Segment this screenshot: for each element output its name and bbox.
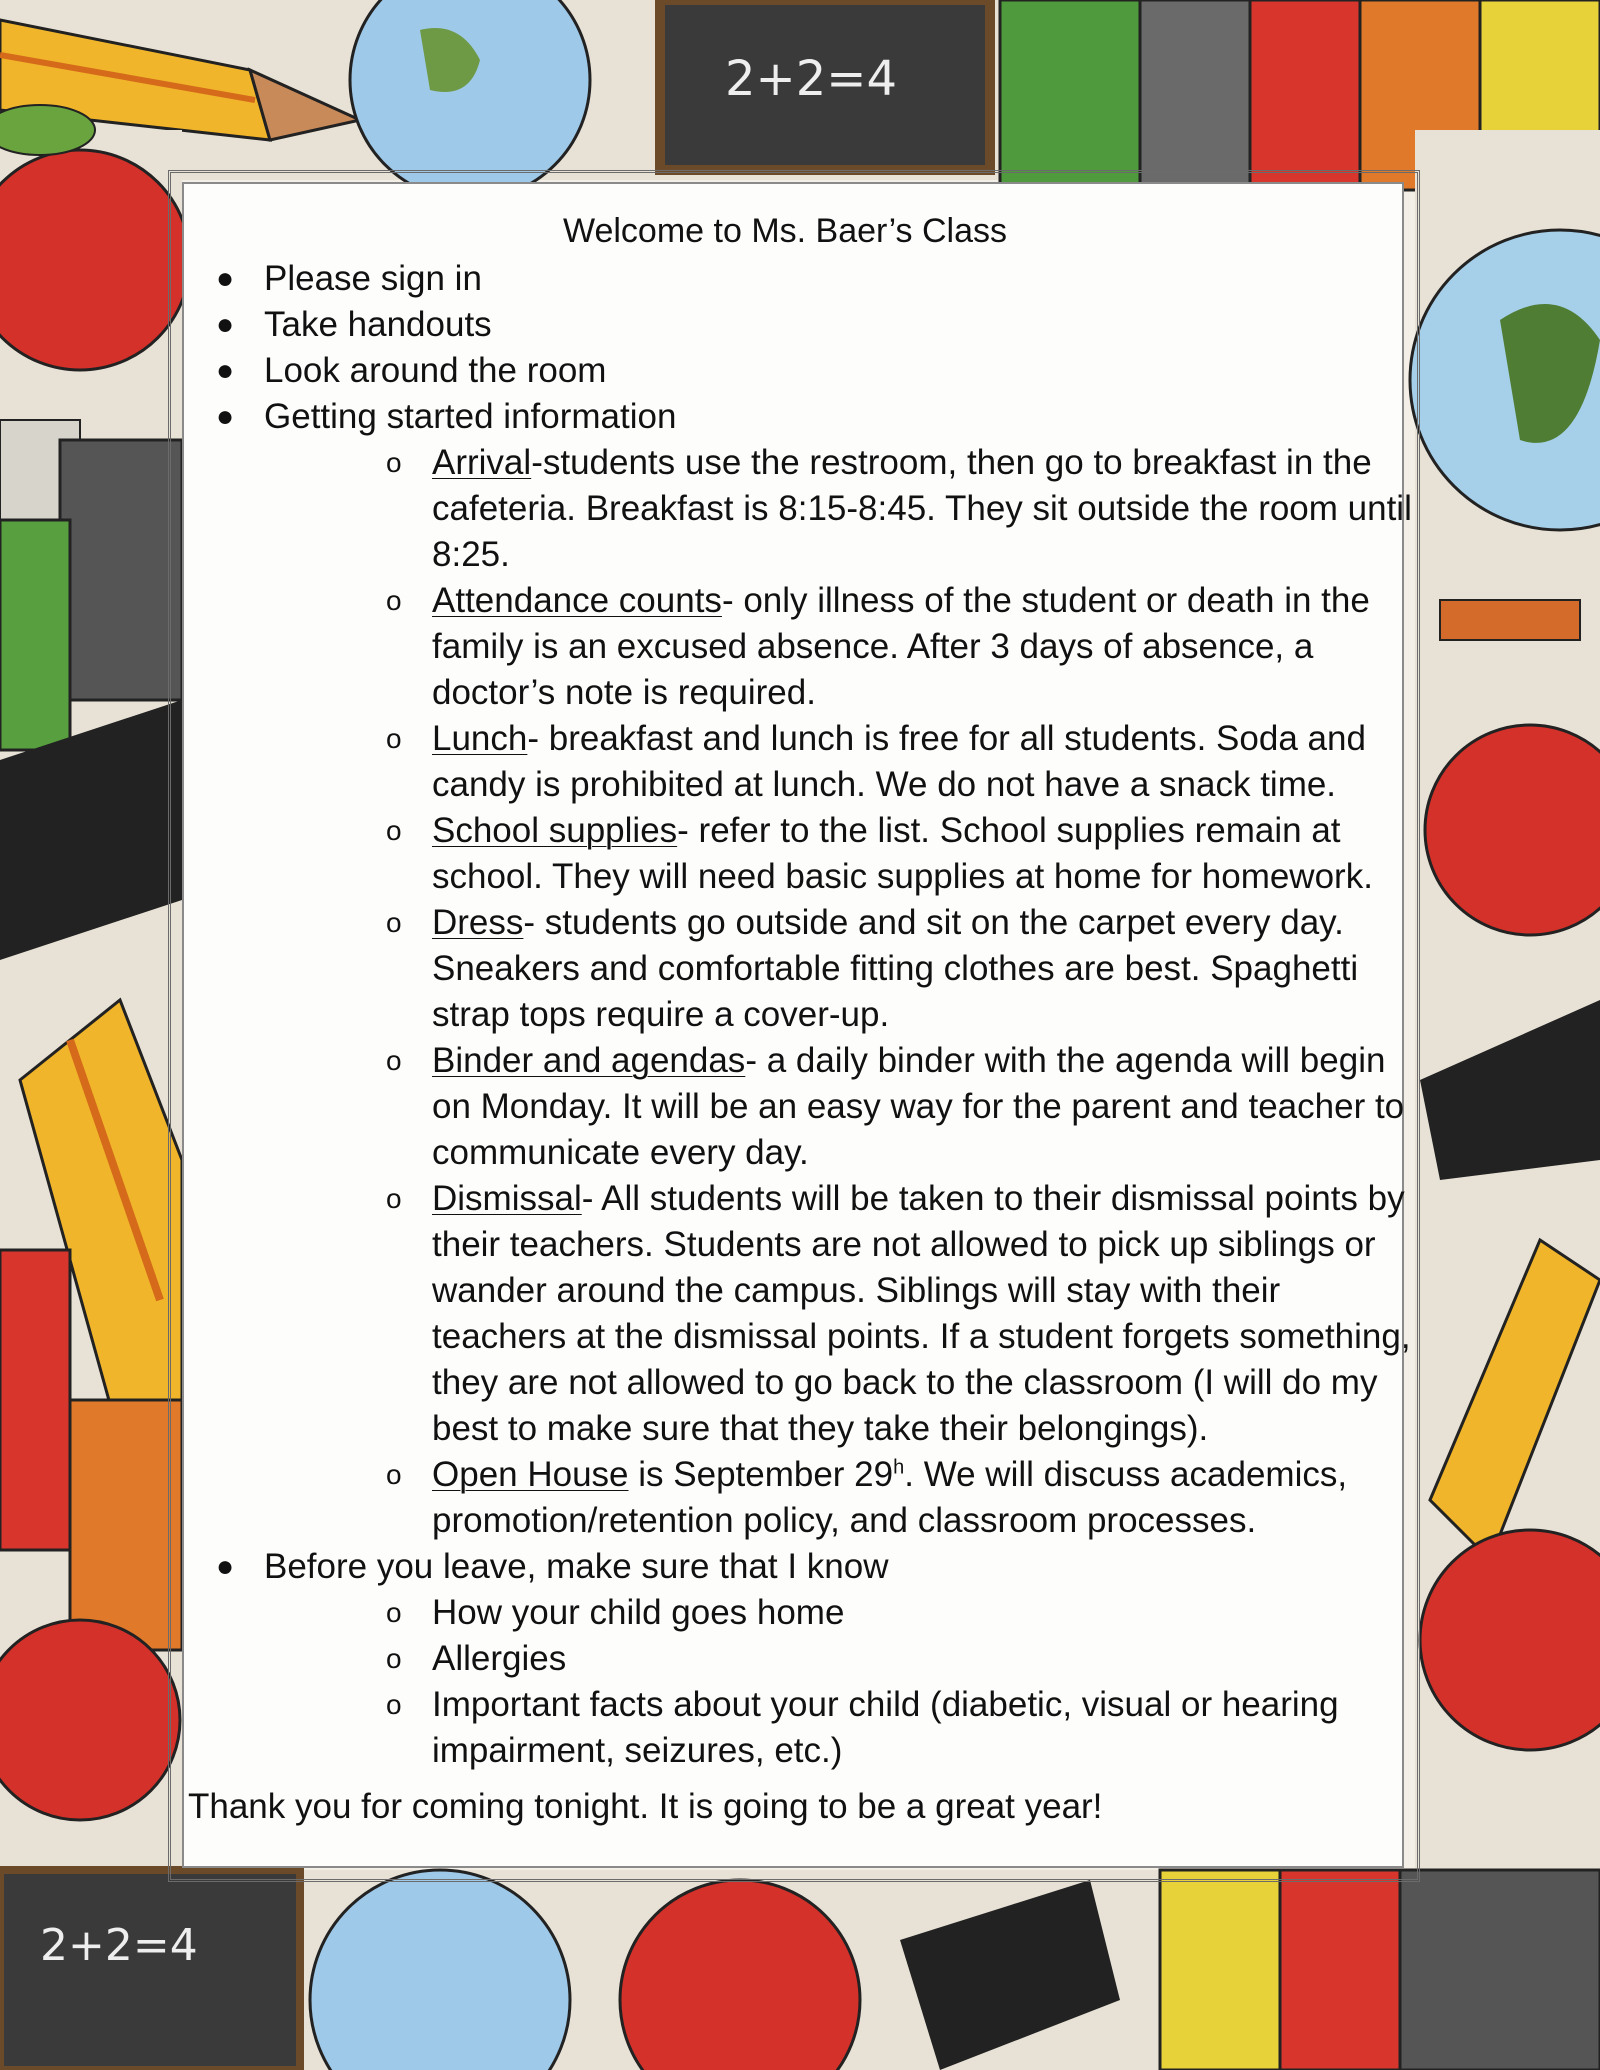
sub-bullet-icon: o: [386, 723, 402, 754]
term: Dress: [432, 903, 524, 942]
bullet-icon: ●: [216, 400, 235, 433]
info-item-open-house: o Open House is September 29$^h$. We will discuss academics, promotion/retention policy, and classroom processes.: [264, 1452, 1420, 1544]
getting-started-list: [264, 440, 1420, 1544]
sub-bullet-icon: o: [386, 447, 402, 478]
main-list: [190, 256, 1420, 1774]
sub-bullet-icon: o: [386, 1643, 402, 1674]
term: Dismissal: [432, 1179, 582, 1218]
bullet-icon: ●: [216, 308, 235, 341]
info-item-school-supplies: o School supplies- refer to the list. School supplies remain at school. They will need basic supplies at home for homework.: [264, 808, 1420, 900]
list-item: ● Look around the room: [190, 348, 1420, 394]
info-item-dismissal: o Dismissal- All students will be taken to their dismissal points by their teachers. Students are not allowed to pick up siblings or wander around the campus. Siblings will stay with their teachers at the dismissal points. If a student forgets something, they are not allowed to go back to the classroom (I will do my best to make sure that they take their belongings).: [264, 1176, 1420, 1452]
term: Arrival: [432, 443, 532, 482]
term: Binder and agendas: [432, 1041, 746, 1080]
list-item: ● Take handouts: [190, 302, 1420, 348]
term: Lunch: [432, 719, 528, 758]
chalkboard-bottom-text: 2+2=4: [40, 1920, 198, 1971]
sub-bullet-icon: o: [386, 815, 402, 846]
apple-bottom-left: [0, 1620, 180, 1820]
info-item-lunch: o Lunch- breakfast and lunch is free for all students. Soda and candy is prohibited at lunch. We do not have a snack time.: [264, 716, 1420, 808]
sub-list-item: o How your child goes home: [264, 1590, 1420, 1636]
chalkboard-top-text: 2+2=4: [725, 51, 898, 107]
flyer-content: [190, 208, 1420, 1830]
list-item: ● Please sign in: [190, 256, 1420, 302]
page-title: Welcome to Ms. Baer’s Class: [562, 212, 1008, 250]
sub-bullet-icon: o: [386, 907, 402, 938]
sub-bullet-icon: o: [386, 1183, 402, 1214]
bullet-icon: ●: [216, 262, 235, 295]
closing-message: Thank you for coming tonight. It is going to be a great year!: [188, 1787, 1103, 1826]
sub-bullet-icon: o: [386, 1045, 402, 1076]
sub-bullet-icon: o: [386, 1459, 402, 1490]
bullet-icon: ●: [216, 1550, 235, 1583]
before-leave-list: [264, 1590, 1420, 1774]
sub-list-item: o Important facts about your child (diabetic, visual or hearing impairment, seizures, etc.): [264, 1682, 1420, 1774]
term: Open House: [432, 1455, 629, 1494]
list-item: ● Before you leave, make sure that I know o How your child goes home o Allergies o Important facts about your child (diabetic, visual or hearing impairment, seizures, etc.): [190, 1544, 1420, 1774]
info-item-binder: o Binder and agendas- a daily binder with the agenda will begin on Monday. It will be an easy way for the parent and teacher to communicate every day.: [264, 1038, 1420, 1176]
term: Attendance counts: [432, 581, 722, 620]
info-item-arrival: o Arrival-students use the restroom, then go to breakfast in the cafeteria. Breakfast is 8:15-8:45. They sit outside the room until 8:25.: [264, 440, 1420, 578]
sub-bullet-icon: o: [386, 1597, 402, 1628]
sub-list-item: o Allergies: [264, 1636, 1420, 1682]
info-item-dress: o Dress- students go outside and sit on the carpet every day. Sneakers and comfortable fitting clothes are best. Spaghetti strap tops require a cover-up.: [264, 900, 1420, 1038]
bullet-icon: ●: [216, 354, 235, 387]
term: School supplies: [432, 811, 678, 850]
list-item: ● Getting started information o Arrival-students use the restroom, then go to breakfast in the cafeteria. Breakfast is 8:15-8:45. They sit outside the room until 8:25. o Attendance counts- only illness of the student or death in the family is an excused absence. After 3 days of absence, a doctor’s note is required. o Lunch- breakfast and lunch is free for all students. Soda and candy is prohibited at lunch. We do not have a snack time. o School supplies- refer to the list. School supplies remain at school. They will need basic supplies at home for homework. o Dress- students go outside and sit on the carpet every day. Sneakers and comfortable fitting clothes are best. Spaghetti strap tops require a cover-up. o Binder and agendas- a daily binder with the agenda will begin on Monday. It will be an easy way for the parent and teacher to communicate every day. o Dismissal- All students will be taken to their dismissal points by their teachers. Students are not allowed to pick up siblings or wander around the campus. Siblings will stay with their teachers at the dismissal points. If a student forgets something, they are not allowed to go back to the classroom (I will do my best to make sure that they take their belongings). o Open House is September 29$^h$. We will discuss academics, promotion/retention policy, and classroom processes.: [190, 394, 1420, 1544]
sub-bullet-icon: o: [386, 1689, 402, 1720]
sub-bullet-icon: o: [386, 585, 402, 616]
info-item-attendance: o Attendance counts- only illness of the student or death in the family is an excused absence. After 3 days of absence, a doctor’s note is required.: [264, 578, 1420, 716]
